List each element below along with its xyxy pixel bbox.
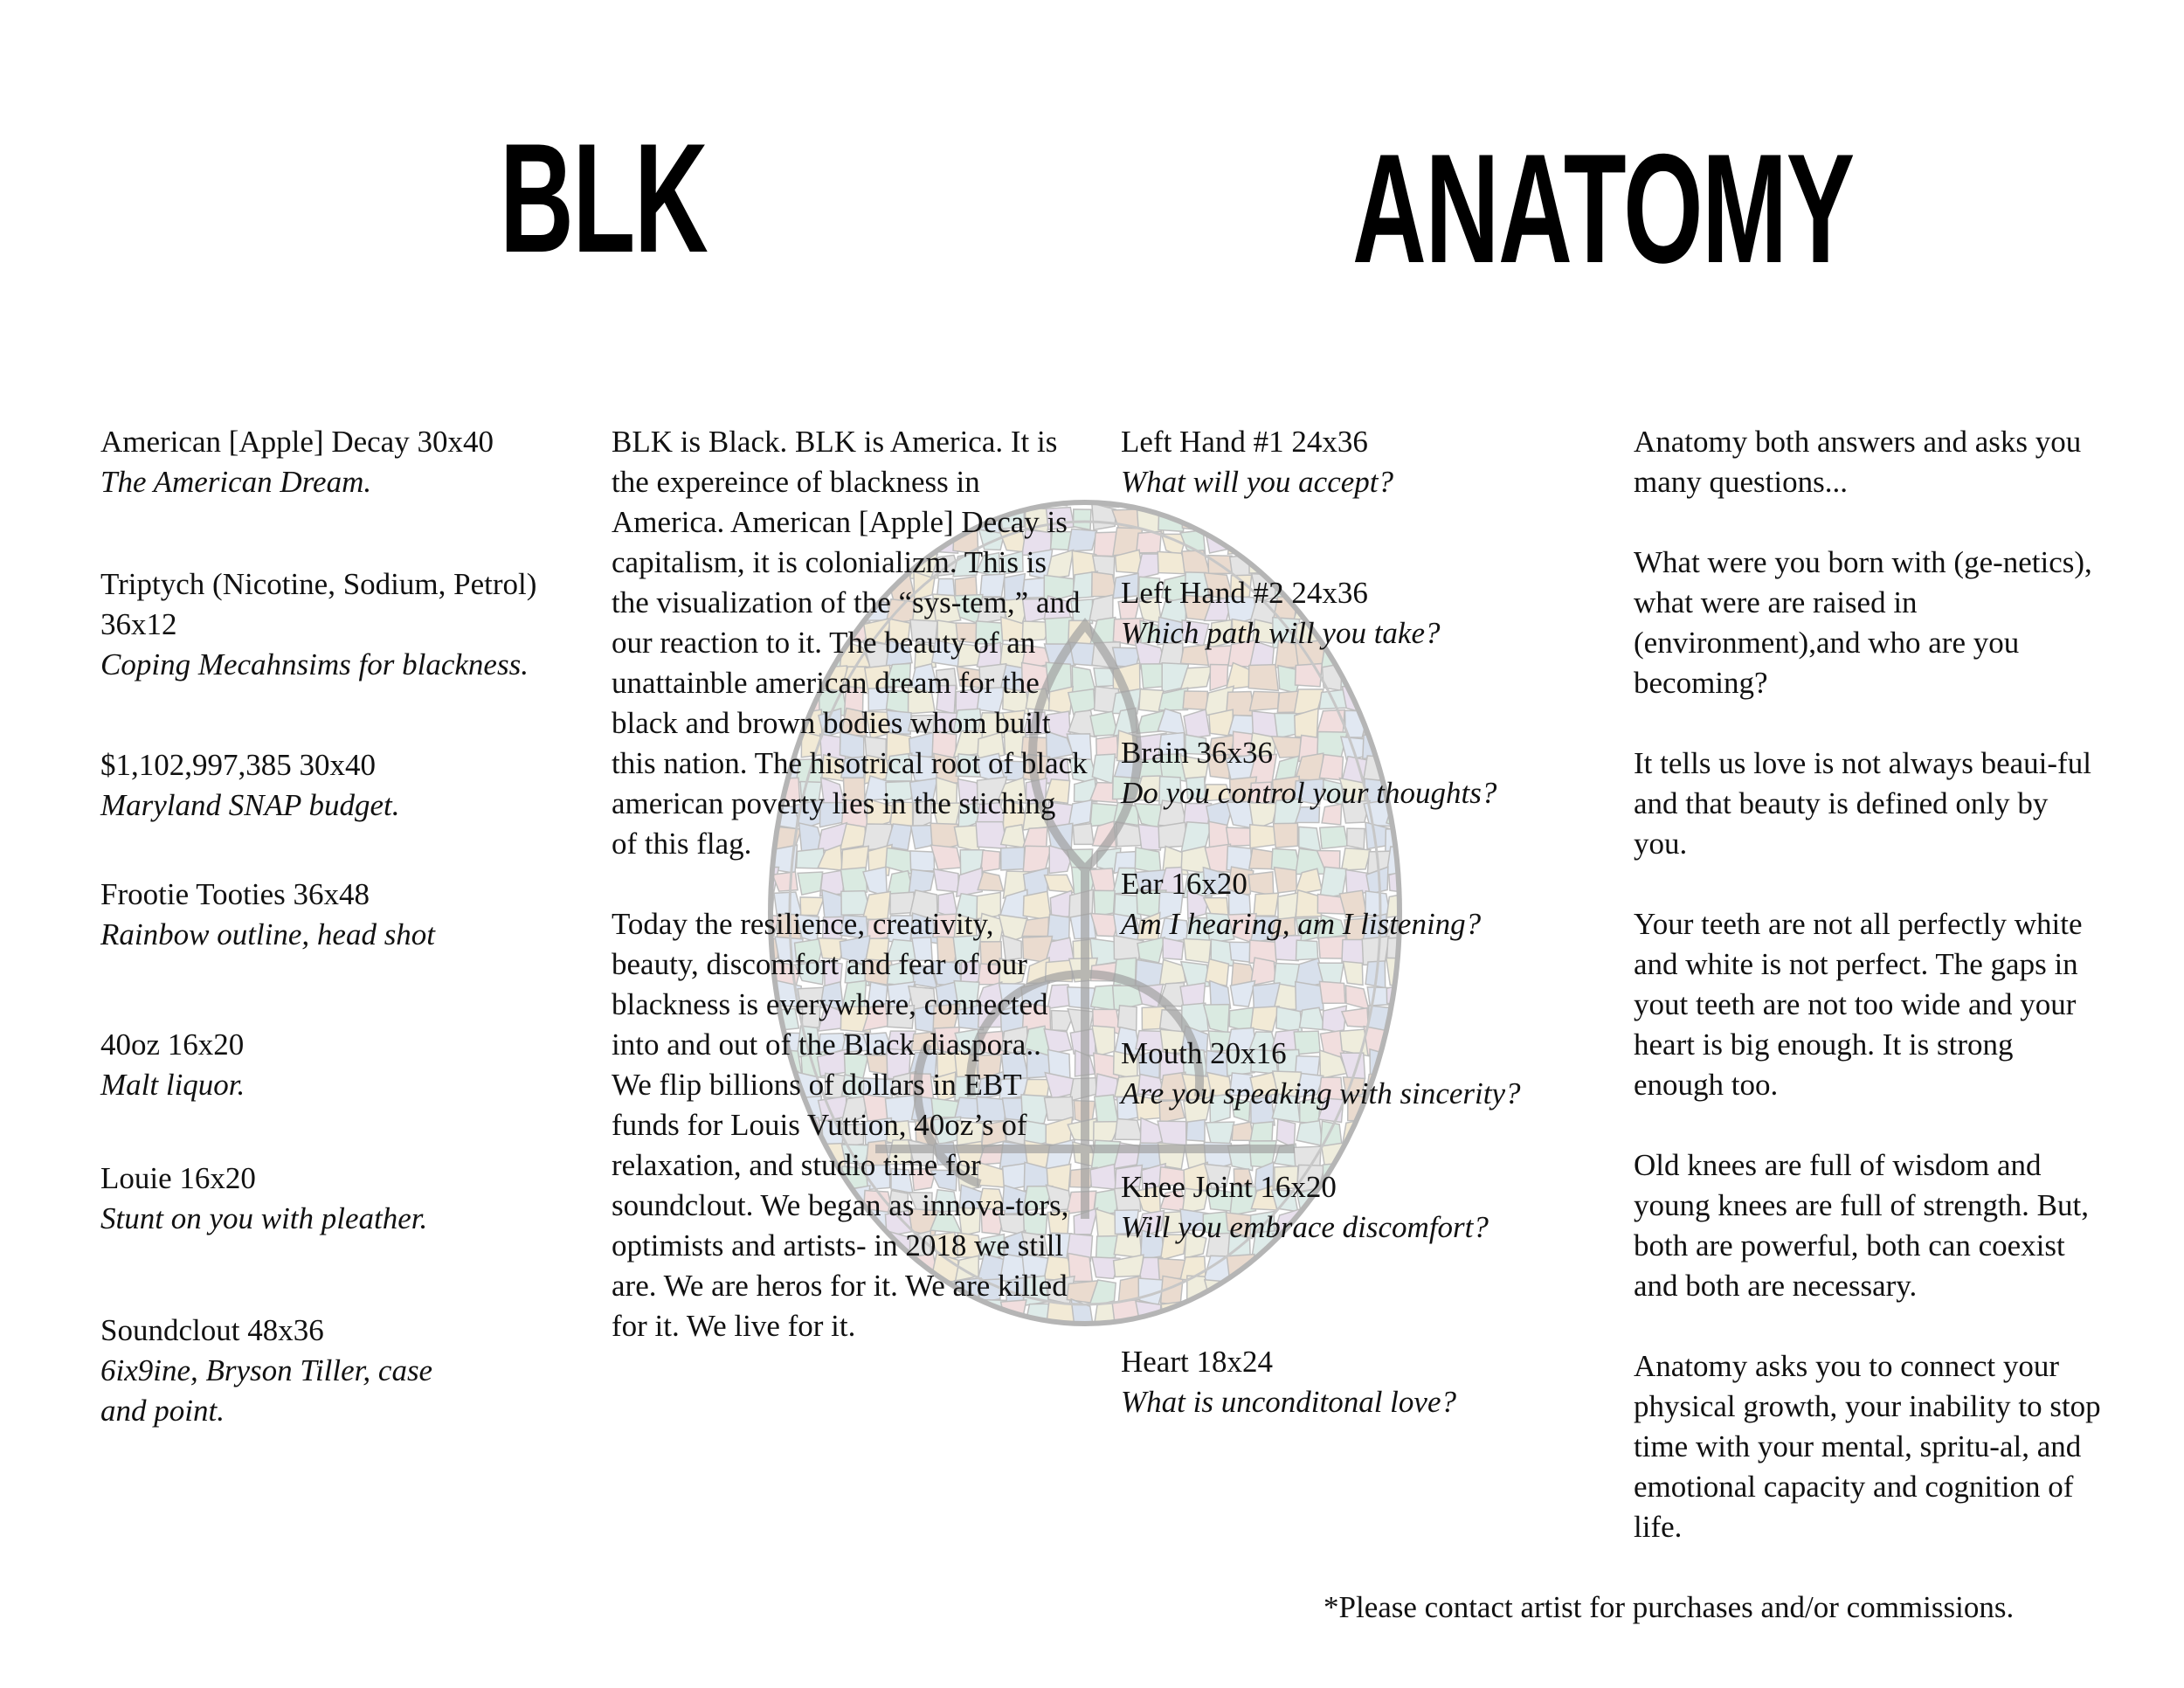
work-entry (100, 1025, 590, 1105)
work-caption: Maryland SNAP budget. (100, 788, 400, 822)
work-caption: 6ix9ine, Bryson Tiller, case (100, 1353, 433, 1387)
work-entry (1121, 733, 1610, 813)
work-size: 36x12 (100, 607, 177, 641)
work-title: $1,102,997,385 30x40 (100, 748, 376, 782)
work-entry (1121, 422, 1610, 502)
work-title: American [Apple] Decay 30x40 (100, 425, 494, 459)
statement-paragraph: Old knees are full of wisdom and young knees are full of strength. But, both are powerful, both can coexist and both are necessary. (1634, 1148, 2090, 1303)
work-caption: Are you speaking with sincerity? (1121, 1076, 1521, 1110)
work-caption: What is unconditonal love? (1121, 1385, 1456, 1419)
work-title: Left Hand #2 24x36 (1121, 576, 1368, 610)
statement-paragraph: Anatomy both answers and asks you many questions... (1634, 425, 2082, 499)
work-title: Knee Joint 16x20 (1121, 1170, 1337, 1204)
work-entry (100, 1311, 590, 1431)
work-title: Mouth 20x16 (1121, 1036, 1287, 1070)
work-title: Triptych (Nicotine, Sodium, Petrol) (100, 567, 537, 601)
work-caption: What will you accept? (1121, 465, 1394, 499)
work-caption: The American Dream. (100, 465, 372, 499)
work-entry (100, 875, 590, 955)
anatomy-statement (1634, 422, 2105, 1588)
work-caption: Do you control your thoughts? (1121, 776, 1497, 810)
statement-paragraph: BLK is Black. BLK is America. It is the expereince of blackness in America. American [Apple] Decay is capitalism, it is colonializm. This is the visualization of the “sys-tem,” and our reaction to it. The beauty of an unattainble american dream for the black and brown bodies whom built this nation. The hisotrical root of black american poverty lies in the stiching of this flag. (612, 425, 1088, 861)
work-caption: Will you embrace discomfort? (1121, 1210, 1489, 1244)
work-title: Soundclout 48x36 (100, 1313, 324, 1347)
work-title: Left Hand #1 24x36 (1121, 425, 1368, 459)
work-entry (1121, 1342, 1610, 1422)
work-caption: Rainbow outline, head shot (100, 917, 436, 951)
work-title: Heart 18x24 (1121, 1345, 1273, 1379)
work-title: 40oz 16x20 (100, 1027, 245, 1062)
work-entry (100, 422, 590, 502)
statement-paragraph: Today the resilience, creativity, beauty, discomfort and fear of our blackness is everywhere, connected into and out of the Black diaspora.. We flip billions of dollars in EBT funds for Louis Vuttion, 40oz’s of relaxation, and studio time for soundclout. We began as innova-tors, optimists and artists- in 2018 we still are. We are heros for it. We are killed for it. We live for it. (612, 907, 1069, 1343)
work-title: Ear 16x20 (1121, 867, 1248, 901)
work-entry (100, 564, 590, 685)
work-entry (1121, 864, 1610, 944)
work-caption: Am I hearing, am I listening? (1121, 907, 1482, 941)
work-entry (1121, 1034, 1610, 1114)
statement-paragraph: Anatomy asks you to connect your physical growth, your inability to stop time with your mental, spritu-al, and emotional capacity and cognition of life. (1634, 1349, 2101, 1544)
blk-statement (612, 422, 1088, 1387)
statement-paragraph: Your teeth are not all perfectly white and white is not perfect. The gaps in yout teeth are not too wide and your heart is big enough. It is strong enough too. (1634, 907, 2083, 1102)
work-entry (1121, 573, 1610, 654)
work-entry (100, 1159, 590, 1239)
purchase-footnote: *Please contact artist for purchases and/or commissions. (1324, 1590, 2015, 1624)
work-caption: Malt liquor. (100, 1068, 245, 1102)
work-caption: Which path will you take? (1121, 616, 1441, 650)
work-caption: Coping Mecahnsims for blackness. (100, 647, 529, 681)
work-entry (1121, 1167, 1610, 1248)
statement-paragraph: It tells us love is not always beaui-ful and that beauty is defined only by you. (1634, 746, 2091, 861)
title-anatomy: ANATOMY (1352, 121, 1854, 295)
work-title: Frootie Tooties 36x48 (100, 877, 370, 911)
work-title: Louie 16x20 (100, 1161, 256, 1195)
work-entry (100, 745, 590, 826)
work-title: Brain 36x36 (1121, 736, 1274, 770)
title-blk: BLK (500, 111, 708, 285)
work-caption: and point. (100, 1394, 225, 1428)
work-caption: Stunt on you with pleather. (100, 1201, 428, 1235)
statement-paragraph: What were you born with (ge-netics), what were are raised in (environment),and who are you becoming? (1634, 545, 2092, 700)
